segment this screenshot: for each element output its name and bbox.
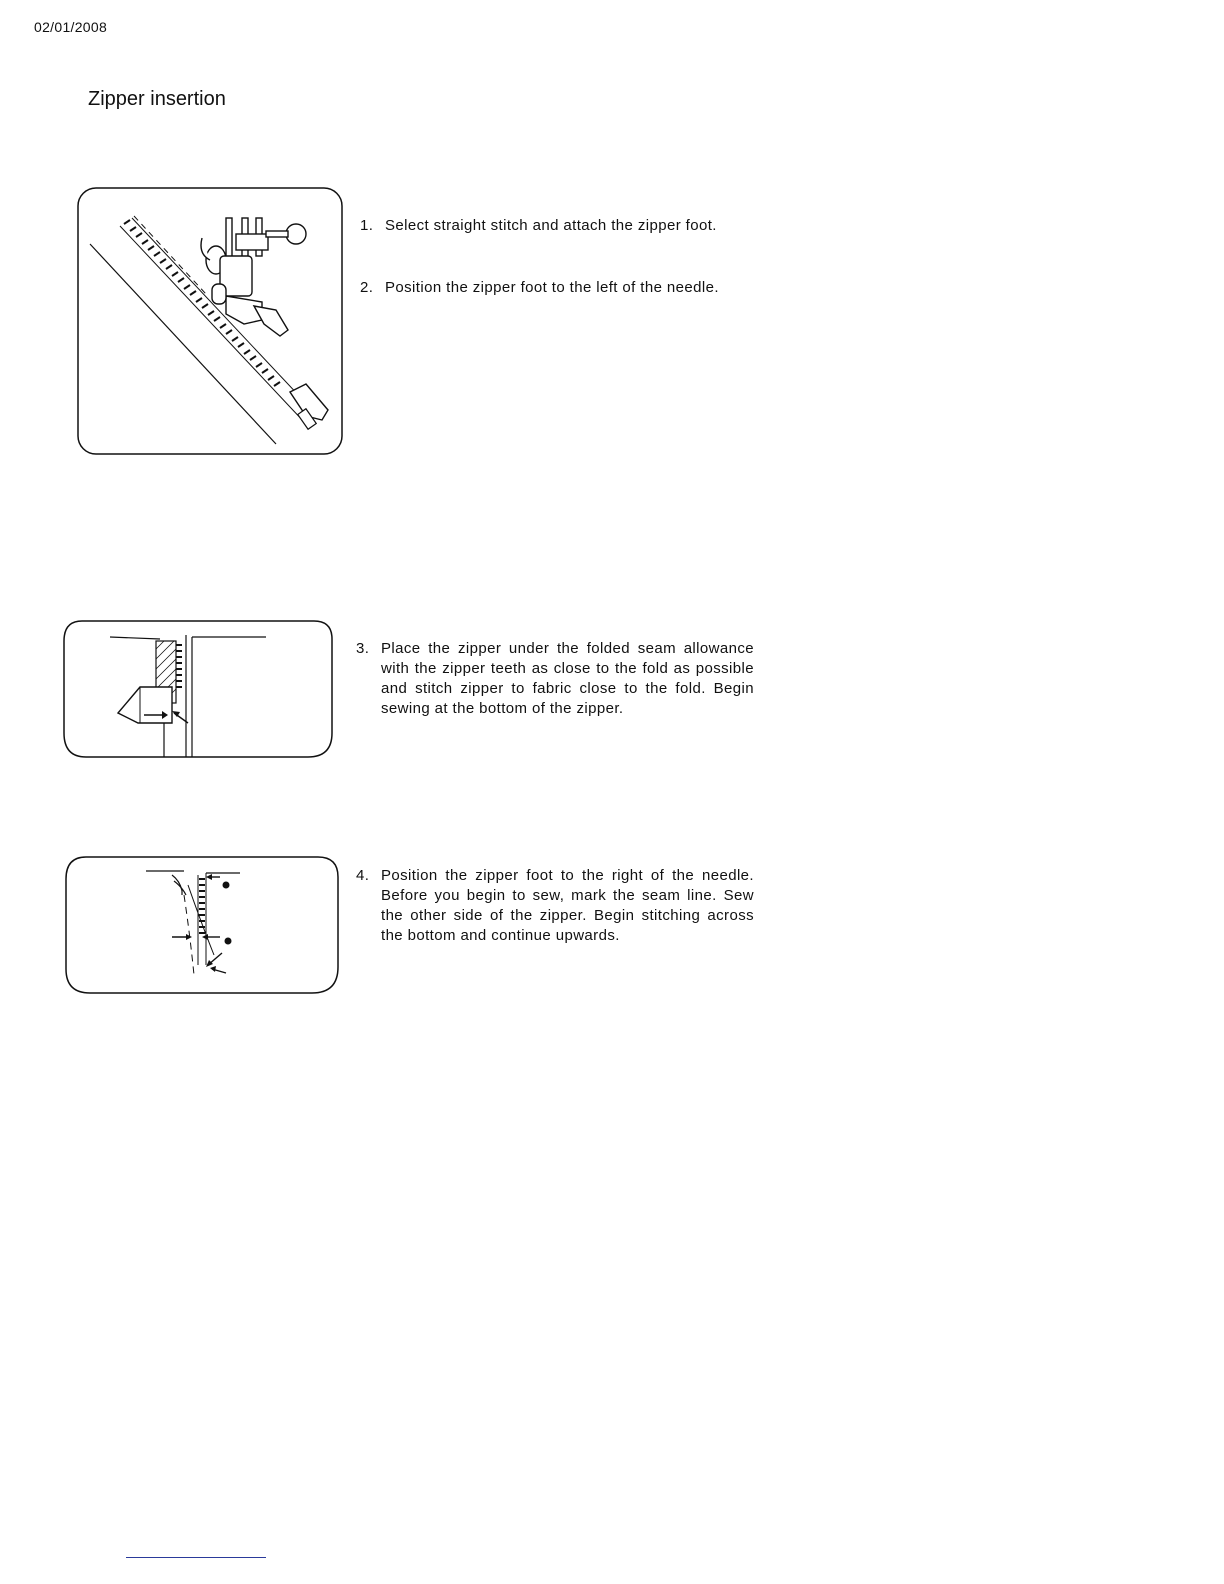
step-number: 4. [356,867,370,884]
step-text: Select straight stitch and attach the zipper foot. [385,217,717,234]
step-number: 3. [356,640,370,657]
step-text: Position the zipper foot to the left of the needle. [385,279,719,296]
step-3 [356,639,754,719]
step-text: Place the zipper under the folded seam allowance with the zipper teeth as close to the fold as possible and stitch zipper to fabric close to the fold. Begin sewing at the bottom of the zipper. [381,640,754,717]
zipper-right-side-illustration [64,855,340,995]
page-title: Zipper insertion [88,88,226,110]
step-number: 2. [360,279,374,296]
footer-rule [126,1557,266,1558]
step-text: Position the zipper foot to the right of the needle. Before you begin to sew, mark the seam line. Sew the other side of the zipper. Begin stitching across the bottom and continue upwards. [381,867,754,944]
step-4 [356,866,754,946]
zipper-left-side-illustration [62,619,334,759]
page-date: 02/01/2008 [34,19,108,35]
step-1 [360,216,756,236]
step-number: 1. [360,217,374,234]
step-2 [360,278,756,298]
zipper-foot-attach-illustration [76,186,344,456]
